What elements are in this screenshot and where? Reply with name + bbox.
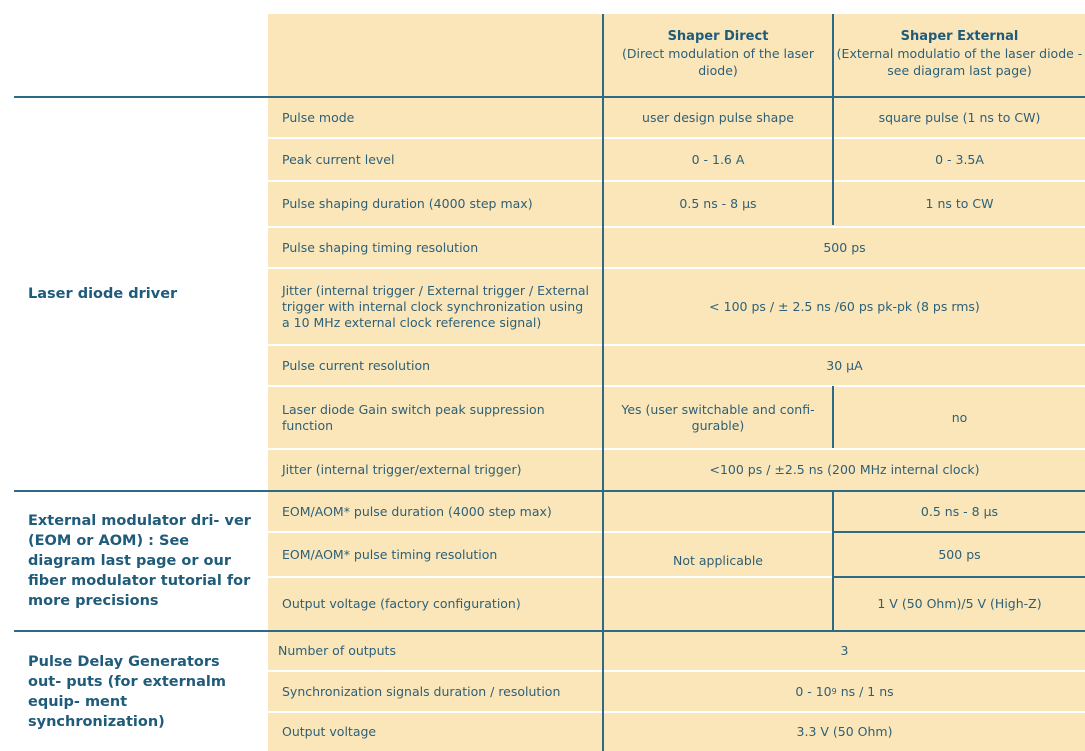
shared-value: <100 ps / ±2.5 ns (200 MHz internal clock) (709, 462, 980, 477)
direct-value: 0 - 1.6 A (691, 151, 745, 167)
shared-value: < 100 ps / ± 2.5 ns /60 ps pk-pk (8 ps rms) (709, 298, 980, 314)
shared-value: 0 - 10 9 ns / 1 ns (795, 683, 894, 699)
external-value: square pulse (1 ns to CW) (878, 109, 1041, 125)
shared-value: 500 ps (823, 239, 866, 255)
sync-value-base: 0 - 10 (795, 683, 832, 699)
header-direct-subtitle: (Direct modulation of the laser diode) (622, 46, 814, 78)
external-value: 0.5 ns - 8 µs (920, 503, 999, 519)
external-value: 1 ns to CW (925, 196, 994, 211)
header-external-title: Shaper External (900, 29, 1019, 44)
row-label: EOM/AOM* pulse timing resolution (282, 546, 498, 562)
header-external-subtitle: (External modulatio of the laser diode - see diagram last page) (836, 46, 1083, 78)
external-value: 1 V (50 Ohm)/5 V (High-Z) (877, 596, 1042, 611)
row-label: Pulse current resolution (282, 357, 431, 373)
row-label: Synchronization signals duration / resolution (282, 683, 561, 699)
header-direct (604, 14, 832, 96)
shared-value: 3.3 V (50 Ohm) (796, 724, 893, 739)
sync-value-unit: ns / 1 ns (836, 683, 894, 699)
row-label: Jitter (internal trigger/external trigger) (282, 462, 522, 477)
direct-value: Yes (user switchable and confi- gurable) (621, 401, 815, 433)
row-label: Pulse mode (282, 109, 355, 125)
header-external (834, 14, 1085, 96)
header-direct-title: Shaper Direct (667, 29, 769, 44)
external-value: no (951, 409, 968, 425)
external-value: 500 ps (938, 546, 981, 562)
not-applicable-cell: Not applicable (673, 553, 763, 568)
row-label: Output voltage (factory configuration) (282, 596, 521, 611)
row-label: Laser diode Gain switch peak suppression function (282, 401, 545, 433)
section-external-modulator: External modulator dri- ver (EOM or AOM) : See diagram last page or our fiber modulator tutorial for more precisions (28, 513, 251, 609)
section-pulse-delay-generators: Pulse Delay Generators out- puts (for externalm equip- ment synchronization) (28, 653, 226, 730)
direct-value: 0.5 ns - 8 µs (679, 196, 757, 211)
row-label: Number of outputs (278, 643, 396, 658)
external-value: 0 - 3.5A (935, 151, 984, 167)
row-label: EOM/AOM* pulse duration (4000 step max) (282, 503, 552, 519)
row-label: Pulse shaping timing resolution (282, 239, 479, 255)
shared-value: 30 µA (826, 357, 863, 373)
direct-value: user design pulse shape (642, 109, 794, 125)
section-laser-diode-driver: Laser diode driver (28, 286, 178, 302)
row-label: Output voltage (282, 724, 377, 739)
shared-value: 3 (840, 643, 849, 658)
row-label: Jitter (internal trigger / External trigger / External trigger with internal clock synchronization using a 10 MHz external clock reference signal) (282, 282, 590, 330)
row-label: Peak current level (282, 151, 395, 167)
row-label: Pulse shaping duration (4000 step max) (282, 196, 533, 211)
